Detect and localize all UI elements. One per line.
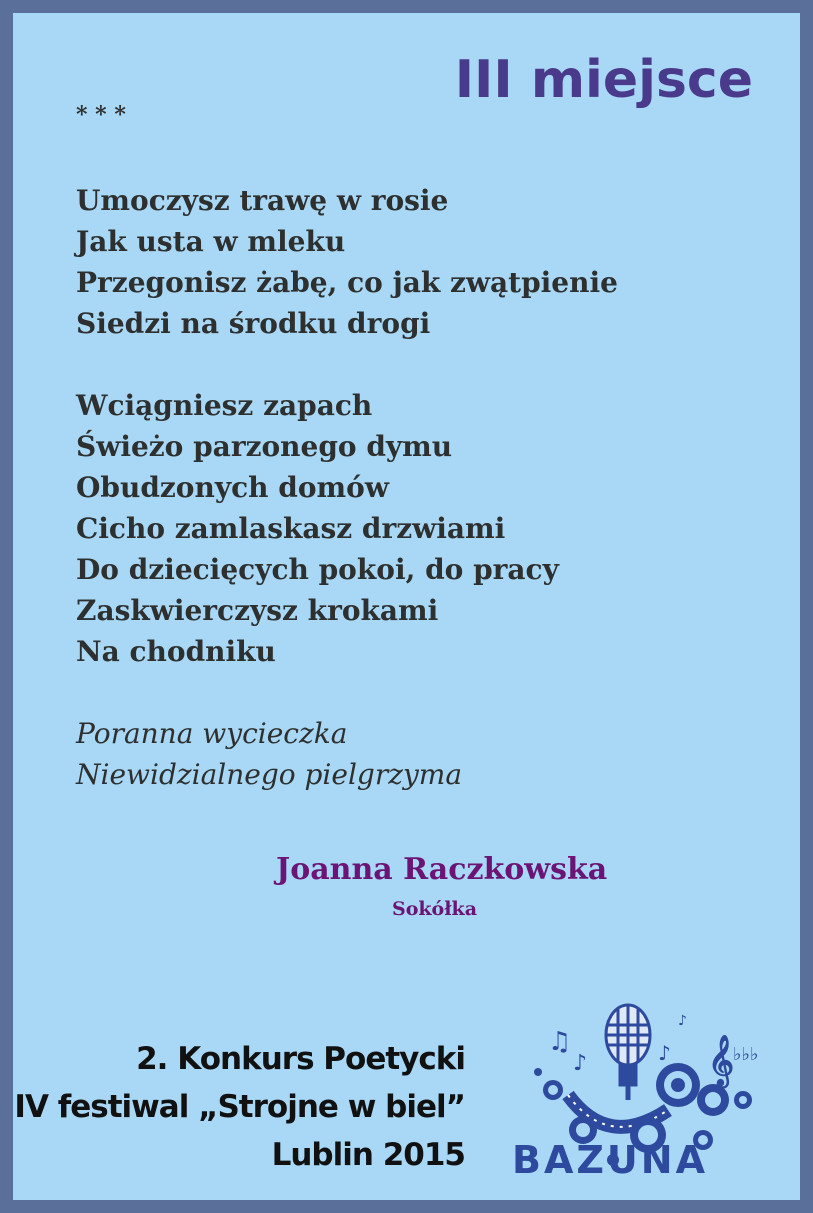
author-name: Joanna Raczkowska: [276, 852, 608, 887]
poem-line: Cicho zamlaskasz drzwiami: [76, 512, 506, 545]
poem-line: Umoczysz trawę w rosie: [76, 184, 449, 217]
poem-line: Wciągniesz zapach: [76, 389, 373, 422]
stanza-1: [76, 180, 618, 344]
place-heading: III miejsce: [454, 50, 753, 110]
poem-line: Świeżo parzonego dymu: [76, 430, 453, 463]
footer-line: IV festiwal „Strojne w biel”: [14, 1089, 465, 1125]
logo-wordmark: BAZUNA: [512, 1138, 708, 1182]
poem-line: Siedzi na środku drogi: [76, 307, 431, 340]
poem-body: [76, 180, 618, 836]
footer-line: 2. Konkurs Poetycki: [136, 1041, 465, 1077]
stanza-3: [76, 713, 618, 795]
poem-line: Poranna wycieczka: [76, 717, 348, 750]
poem-line: Obudzonych domów: [76, 471, 389, 504]
stanza-2: [76, 385, 618, 672]
svg-text:♪: ♪: [573, 1051, 588, 1076]
author-town: Sokółka: [392, 898, 478, 920]
contest-footer: [14, 1035, 465, 1179]
footer-line: Lublin 2015: [271, 1137, 465, 1173]
svg-text:♫: ♫: [548, 1027, 572, 1057]
svg-text:♪: ♪: [658, 1041, 671, 1065]
poem-line: Przegonisz żabę, co jak zwątpienie: [76, 266, 618, 299]
poem-line: Do dziecięcych pokoi, do pracy: [76, 553, 559, 586]
svg-text:♭♭♭: ♭♭♭: [733, 1044, 759, 1065]
poem-line: Zaskwierczysz krokami: [76, 594, 439, 627]
poem-line: Jak usta w mleku: [76, 225, 346, 258]
poem-stars-title: * * *: [76, 102, 126, 128]
poem-line: Niewidzialnego pielgrzyma: [76, 758, 463, 791]
poem-line: Na chodniku: [76, 635, 276, 668]
svg-text:♪: ♪: [678, 1013, 687, 1029]
svg-text:𝄞: 𝄞: [708, 1035, 735, 1086]
